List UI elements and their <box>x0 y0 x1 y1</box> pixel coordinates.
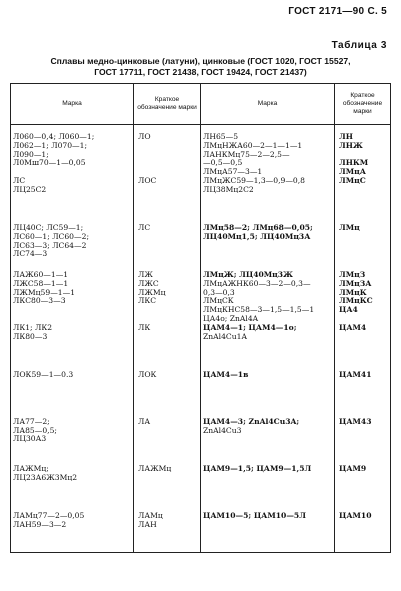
grade-cell <box>201 371 335 418</box>
col-header-grade: Марка <box>11 84 134 125</box>
table-row <box>11 324 391 371</box>
grade-cell <box>201 324 335 371</box>
cell-line: ЦАМ9 <box>339 463 367 473</box>
cell-line: ЦАМ4 <box>339 322 367 332</box>
cell-line: ЛАЖМц; <box>13 463 49 473</box>
grade-cell <box>11 125 134 177</box>
cell-line: ЛА85—0,5; <box>13 425 57 435</box>
grade-cell <box>11 271 134 324</box>
short-designation-cell <box>335 418 391 465</box>
cell-line: ЛМцС <box>339 175 366 185</box>
grade-cell <box>11 224 134 271</box>
grade-cell <box>201 418 335 465</box>
grade-cell <box>201 224 335 271</box>
grade-cell <box>11 465 134 512</box>
grade-cell <box>201 512 335 553</box>
cell-line: ЛАЖ60—1—1 <box>13 269 69 279</box>
grade-cell <box>11 177 134 224</box>
cell-line: ЦАМ4—1; ЦАМ4—1о; <box>203 322 297 332</box>
short-designation-cell <box>134 177 201 224</box>
caption-line-1: Сплавы медно-цинковые (латуни), цинковые (ГОСТ 1020, ГОСТ 15527, <box>50 56 351 66</box>
col-header-grade: Марка <box>201 84 335 125</box>
col-header-short-designation: Краткое обозначение марки <box>134 84 201 125</box>
cell-line: ЛМцАЖНК60—3—2—0,3— <box>203 278 311 288</box>
short-designation-cell <box>335 512 391 553</box>
short-designation-cell <box>335 125 391 177</box>
cell-line: ЛАНКМц75—2—2,5— <box>203 149 290 159</box>
cell-line: Л0Мш70—1—0,05 <box>13 158 86 168</box>
grade-cell <box>11 512 134 553</box>
cell-line: ЛН65—5 <box>203 132 239 141</box>
cell-line: ЛЦ38Мц2С2 <box>203 184 254 194</box>
cell-line: ЛА77—2; <box>13 416 50 426</box>
short-designation-cell <box>335 271 391 324</box>
table-row <box>11 371 391 418</box>
cell-line: ЛАМц <box>138 510 163 520</box>
cell-line: ЛАЖМц <box>138 463 172 473</box>
cell-line: ЛС60—1; ЛС60—2; <box>13 231 90 241</box>
grade-cell <box>11 418 134 465</box>
cell-line: ZnAl4Cu1A <box>203 331 247 341</box>
cell-line: ЛМцА <box>339 167 366 177</box>
cell-line: ЛН <box>339 132 353 141</box>
short-designation-cell <box>134 418 201 465</box>
cell-line: ЛНЖ <box>339 140 363 150</box>
table-row <box>11 125 391 177</box>
cell-line: ЛО <box>138 132 151 141</box>
table-row <box>11 271 391 324</box>
cell-line: ЦАМ9—1,5; ЦАМ9—1,5Л <box>203 463 312 473</box>
cell-line: ЛКС <box>138 296 157 306</box>
cell-line: ЛАМц77—2—0,05 <box>13 510 85 520</box>
cell-line: ЛМцКНС58—3—1,5—1,5—1 <box>203 305 315 315</box>
table-row <box>11 224 391 271</box>
caption-line-2: ГОСТ 17711, ГОСТ 21438, ГОСТ 19424, ГОСТ 21437) <box>94 67 307 77</box>
cell-line: ZnAl4Cu3 <box>203 425 242 435</box>
col-header-short-designation: Краткое обозначение марки <box>335 84 391 125</box>
grade-cell <box>201 465 335 512</box>
cell-line: ЛМцНЖА60—2—1—1—1 <box>203 140 303 150</box>
table-row <box>11 512 391 553</box>
cell-line: ЛМцА57—3—1 <box>203 167 263 177</box>
short-designation-cell <box>134 512 201 553</box>
table-caption <box>10 56 391 78</box>
cell-line: ЛОК59—1—0.3 <box>13 369 74 379</box>
cell-line: ЛАН59—3—2 <box>13 519 67 529</box>
cell-line: ЦАМ4—3; ZnAl4Cu3A; <box>203 416 300 426</box>
cell-line: —0,5—0,5 <box>203 158 243 168</box>
table-header-row <box>11 84 391 125</box>
alloy-grades-table <box>10 83 391 553</box>
short-designation-cell <box>335 224 391 271</box>
cell-line: ЛЖС58—1—1 <box>13 278 69 288</box>
cell-line: ЛМцСК <box>203 296 234 306</box>
cell-line: ЛЖС <box>138 278 159 288</box>
cell-line: ЦАМ10 <box>339 510 372 520</box>
cell-line: 0,3—0,3 <box>203 287 235 297</box>
cell-line: ЛКС80—3—3 <box>13 296 66 306</box>
short-designation-cell <box>134 465 201 512</box>
cell-line: Л090—1; <box>13 149 49 159</box>
cell-line: ЛА <box>138 416 151 426</box>
short-designation-cell <box>335 177 391 224</box>
grade-cell <box>201 125 335 177</box>
cell-line: ЛС <box>13 175 26 185</box>
cell-line: ЛЦ40Мц1,5; ЛЦ40Мц3А <box>203 231 311 241</box>
grade-cell <box>201 271 335 324</box>
cell-line: ЛС74—3 <box>13 249 48 259</box>
short-designation-cell <box>134 324 201 371</box>
cell-line: ЛЖМц59—1—1 <box>13 287 76 297</box>
cell-line: ЛЖ <box>138 269 153 279</box>
cell-line: Л060—0,4; Л060—1; <box>13 132 95 141</box>
cell-line: ЛНКМ <box>339 158 369 168</box>
table-number: Таблица 3 <box>331 40 387 51</box>
short-designation-cell <box>335 371 391 418</box>
cell-line: ЛМцЗ <box>339 269 366 279</box>
table-row <box>11 177 391 224</box>
cell-line: ЛС <box>138 222 151 232</box>
grade-cell <box>11 324 134 371</box>
cell-line: ЛМцКС <box>339 296 373 306</box>
cell-line: Л062—1; Л070—1; <box>13 140 88 150</box>
cell-line: ЦАМ4—1в <box>203 369 249 379</box>
cell-line: ЛМц <box>339 222 360 232</box>
table-row <box>11 418 391 465</box>
short-designation-cell <box>134 125 201 177</box>
cell-line: ЛК1; ЛК2 <box>13 322 53 332</box>
cell-line: ЛМцЖ; ЛЦ40Мц3Ж <box>203 269 294 279</box>
grade-cell <box>11 371 134 418</box>
short-designation-cell <box>134 371 201 418</box>
cell-line: ЦАМ41 <box>339 369 372 379</box>
cell-line: ЛС63—3; ЛС64—2 <box>13 240 87 250</box>
cell-line: ЛК <box>138 322 151 332</box>
cell-line: ЛЖМц <box>138 287 166 297</box>
cell-line: ЛМцК <box>339 287 367 297</box>
cell-line: ЦА4о; ZnAl4A <box>203 313 259 323</box>
cell-line: ЦАМ43 <box>339 416 372 426</box>
table-row <box>11 465 391 512</box>
cell-line: ЛОС <box>138 175 157 185</box>
cell-line: ЛЦ23А6Ж3Мц2 <box>13 472 78 482</box>
short-designation-cell <box>335 465 391 512</box>
short-designation-cell <box>335 324 391 371</box>
cell-line: ЛМц58—2; ЛМц68—0,05; <box>203 222 313 232</box>
short-designation-cell <box>134 271 201 324</box>
cell-line: ЦАМ10—5; ЦАМ10—5Л <box>203 510 306 520</box>
cell-line: ЛК80—3 <box>13 331 48 341</box>
cell-line: ЛАН <box>138 519 157 529</box>
cell-line: ЛМцЗА <box>339 278 372 288</box>
short-designation-cell <box>134 224 201 271</box>
page-header-ref: ГОСТ 2171—90 С. 5 <box>288 6 387 17</box>
cell-line: ЛЦ25С2 <box>13 184 47 194</box>
cell-line: ЛМцЖС59—1,3—0,9—0,8 <box>203 175 306 185</box>
grade-cell <box>201 177 335 224</box>
cell-line: ЦА4 <box>339 305 358 315</box>
cell-line: ЛЦ30А3 <box>13 434 47 444</box>
cell-line: ЛОК <box>138 369 157 379</box>
cell-line: ЛЦ40С; ЛС59—1; <box>13 222 84 232</box>
